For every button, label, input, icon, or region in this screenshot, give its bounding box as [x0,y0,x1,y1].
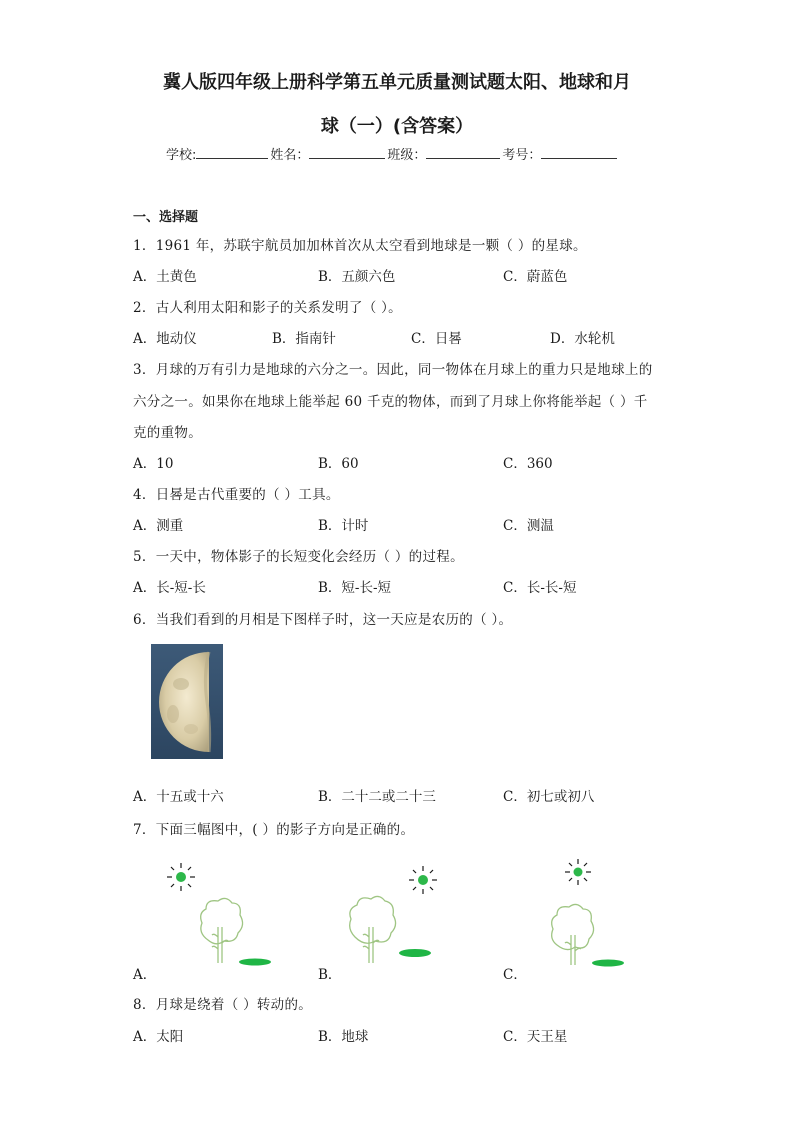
question-7-option-b[interactable]: B． [318,967,342,983]
figure-b-tree-shadow [345,855,465,970]
question-1-text: 1．1961 年，苏联宇航员加加林首次从太空看到地球是一颗（ ）的星球。 [133,238,587,254]
shadow-icon [239,959,271,966]
question-1-option-b[interactable]: B．五颜六色 [318,269,396,285]
figure-a-tree-shadow [160,855,280,970]
shadow-icon [592,960,624,967]
tree-icon [552,904,594,965]
question-2-option-c[interactable]: C．日晷 [411,331,462,347]
question-3-option-a[interactable]: A．10 [133,456,174,472]
question-3-text-line-2: 六分之一。如果你在地球上能举起 60 千克的物体，而到了月球上你将能举起（ ）千 [133,394,648,410]
question-7-option-c[interactable]: C． [503,967,527,983]
tree-icon [201,898,243,963]
figure-c-tree-shadow [535,855,655,970]
name-label: 姓名： [270,148,310,163]
document-title-line-2: 球（一）(含答案） [320,116,474,137]
document-title-line-1: 冀人版四年级上册科学第五单元质量测试题太阳、地球和月 [163,72,631,93]
question-4-option-c[interactable]: C．测温 [503,518,554,534]
question-3-text-line-1: 3．月球的万有引力是地球的六分之一。因此，同一物体在月球上的重力只是地球上的 [133,362,653,378]
question-8-text: 8．月球是绕着（ ）转动的。 [133,997,313,1013]
question-7-option-a[interactable]: A． [133,967,157,983]
question-1-option-a[interactable]: A．土黄色 [133,269,197,285]
name-blank[interactable] [309,144,385,159]
question-7-text: 7．下面三幅图中，( ）的影子方向是正确的。 [133,822,415,838]
moon-phase-image [151,644,223,759]
question-3-text-line-3: 克的重物。 [133,425,202,441]
number-blank[interactable] [541,144,617,159]
shadow-icon [399,949,431,957]
question-8-option-c[interactable]: C．天王星 [503,1029,568,1045]
question-5-option-b[interactable]: B．短-长-短 [318,580,392,596]
question-5-option-a[interactable]: A．长-短-长 [133,580,206,596]
question-2-option-d[interactable]: D．水轮机 [550,331,615,347]
question-5-text: 5．一天中，物体影子的长短变化会经历（ ）的过程。 [133,549,464,565]
question-2-text: 2．古人利用太阳和影子的关系发明了（ ）。 [133,300,402,316]
question-3-option-c[interactable]: C．360 [503,456,553,472]
sun-icon [409,866,437,894]
student-info-row [166,144,619,163]
question-6-option-b[interactable]: B．二十二或二十三 [318,789,436,805]
number-label: 考号： [502,148,542,163]
question-4-option-a[interactable]: A．测重 [133,518,184,534]
question-6-text: 6．当我们看到的月相是下图样子时，这一天应是农历的（ ）。 [133,612,513,628]
sun-icon [167,863,195,891]
question-2-option-b[interactable]: B．指南针 [272,331,336,347]
question-8-option-b[interactable]: B．地球 [318,1029,369,1045]
school-label: 学校: [166,148,197,163]
question-4-option-b[interactable]: B．计时 [318,518,369,534]
section-title: 一、选择题 [133,210,199,225]
school-blank[interactable] [196,144,268,159]
question-1-option-c[interactable]: C．蔚蓝色 [503,269,568,285]
question-5-option-c[interactable]: C．长-长-短 [503,580,577,596]
tree-icon [350,896,396,963]
question-3-option-b[interactable]: B．60 [318,456,359,472]
question-2-option-a[interactable]: A．地动仪 [133,331,197,347]
question-6-option-a[interactable]: A．十五或十六 [133,789,224,805]
sun-icon [565,859,591,885]
question-6-option-c[interactable]: C．初七或初八 [503,789,595,805]
question-8-option-a[interactable]: A．太阳 [133,1029,184,1045]
class-label: 班级： [387,148,427,163]
question-4-text: 4．日晷是古代重要的（ ）工具。 [133,487,340,503]
class-blank[interactable] [426,144,500,159]
